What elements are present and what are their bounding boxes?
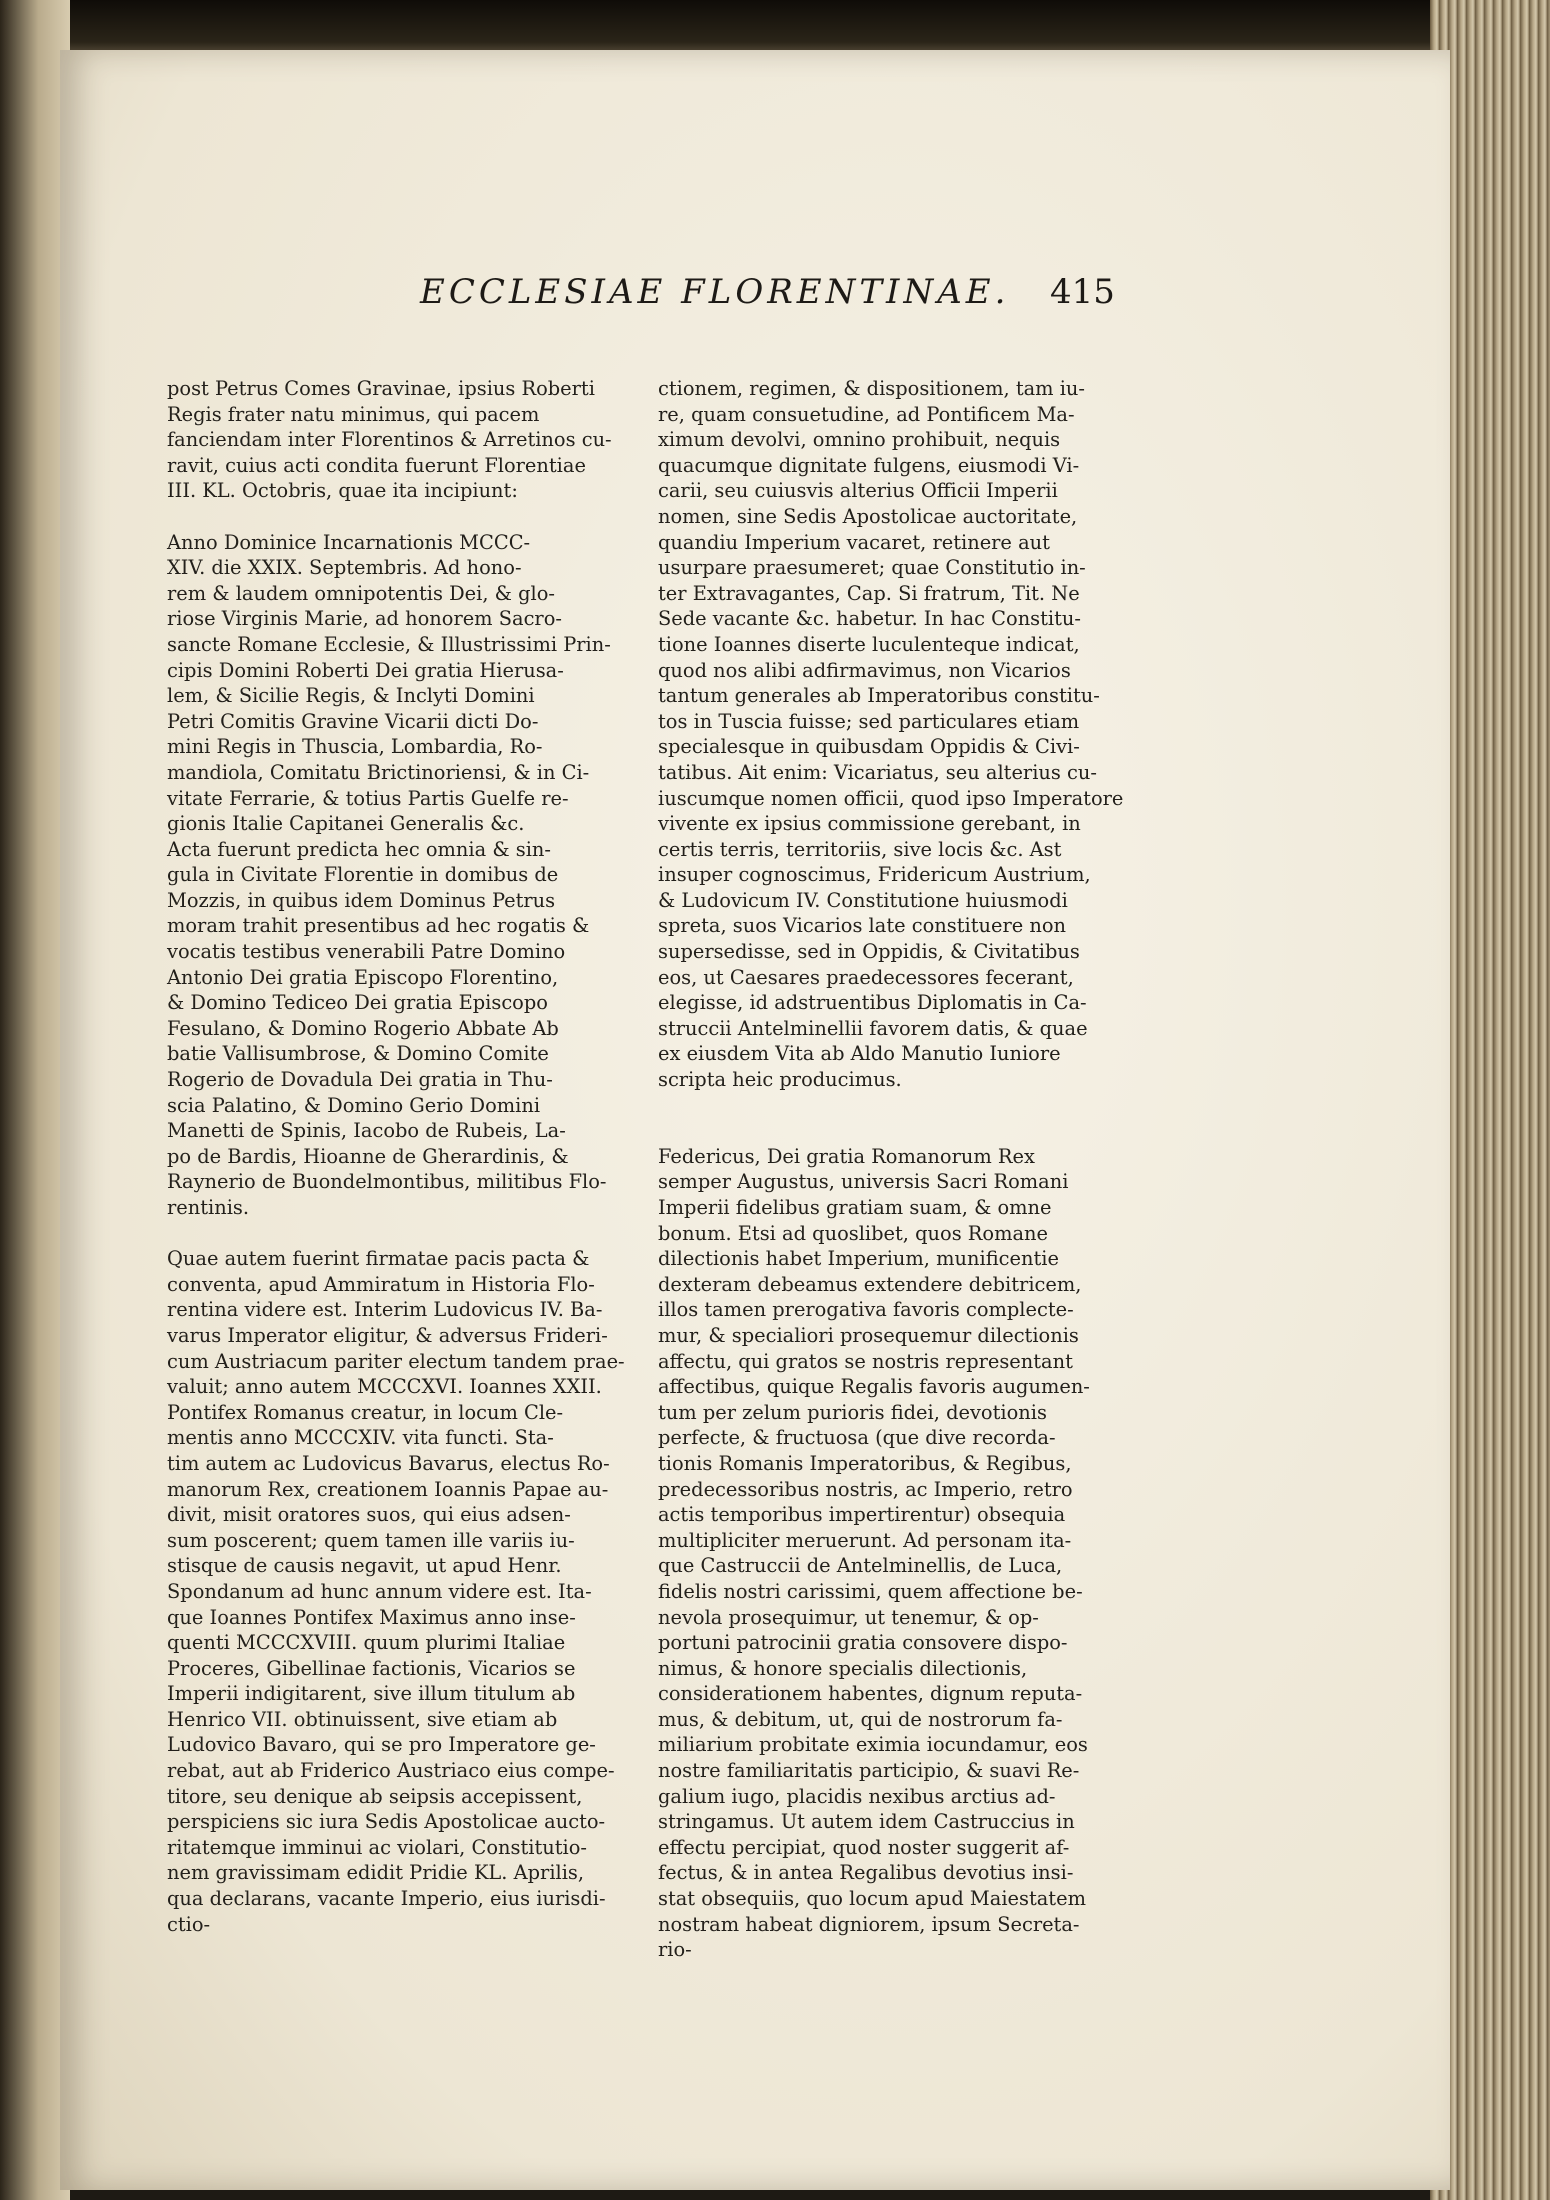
text-line: scripta heic producimus. xyxy=(658,1068,902,1092)
text-line: post Petrus Comes Gravinae, ipsius Roberti xyxy=(167,377,595,400)
text-line: tione Ioannes diserte luculenteque indicat, xyxy=(658,632,1080,656)
text-line: nimus, & honore specialis dilectionis, xyxy=(658,1656,1028,1680)
text-line: Henrico VII. obtinuissent, sive etiam ab xyxy=(167,1707,558,1731)
text-line: XIV. die XXIX. Septembris. Ad hono- xyxy=(167,556,522,580)
text-line: varus Imperator eligitur, & adversus Frideri- xyxy=(167,1323,608,1347)
text-line: riose Virginis Marie, ad honorem Sacro- xyxy=(167,607,562,631)
text-line: fidelis nostri carissimi, quem affectione be- xyxy=(658,1579,1083,1603)
text-line: ximum devolvi, omnino prohibuit, nequis xyxy=(658,428,1061,452)
text-line: stringamus. Ut autem idem Castruccius in xyxy=(658,1810,1075,1834)
text-line: vitate Ferrarie, & totius Partis Guelfe re- xyxy=(167,786,569,810)
text-line: Rogerio de Dovadula Dei gratia in Thu- xyxy=(167,1068,553,1092)
text-line: supersedisse, sed in Oppidis, & Civitatibus xyxy=(658,940,1080,964)
text-line: dexteram debeamus extendere debitricem, xyxy=(658,1272,1082,1296)
text-line: usurpare praesumeret; quae Constitutio in- xyxy=(658,556,1086,580)
text-line: spreta, suos Vicarios late constituere non xyxy=(658,914,1067,938)
text-line: sancte Romane Ecclesie, & Illustrissimi Prin- xyxy=(167,632,611,656)
text-line: ctio- xyxy=(167,1912,211,1936)
text-line: certis terris, territoriis, sive locis &c. Ast xyxy=(658,837,1062,861)
text-line: effectu percipiat, quod noster suggerit af- xyxy=(658,1835,1070,1859)
text-line: Anno Dominice Incarnationis MCCC- xyxy=(167,530,531,554)
text-column-right xyxy=(658,376,1124,1963)
text-line: Petri Comitis Gravine Vicarii dicti Do- xyxy=(167,709,539,733)
text-line: miliarium probitate eximia iocundamur, eos xyxy=(658,1733,1088,1757)
text-line: batie Vallisumbrose, & Domino Comite xyxy=(167,1042,549,1066)
text-line: conventa, apud Ammiratum in Historia Flo- xyxy=(167,1272,595,1296)
text-line: scia Palatino, & Domino Gerio Domini xyxy=(167,1093,541,1117)
text-line: semper Augustus, universis Sacri Romani xyxy=(658,1170,1069,1194)
text-line: divit, misit oratores suos, qui eius adsen- xyxy=(167,1503,571,1527)
text-line: Raynerio de Buondelmontibus, militibus Flo- xyxy=(167,1170,607,1194)
text-line: vivente ex ipsius commissione gerebant, in xyxy=(658,812,1081,836)
text-line: perfecte, & fructuosa (que dive recorda- xyxy=(658,1426,1056,1450)
text-line: fectus, & in antea Regalibus devotius insi- xyxy=(658,1861,1074,1885)
text-line: multipliciter meruerunt. Ad personam ita- xyxy=(658,1528,1072,1552)
text-line: mentis anno MCCCXIV. vita functi. Sta- xyxy=(167,1426,554,1450)
text-line: ritatemque imminui ac violari, Constitutio- xyxy=(167,1835,587,1859)
page-number: 415 xyxy=(1050,272,1115,312)
text-line: rio- xyxy=(658,1938,692,1962)
text-line: nevola prosequimur, ut tenemur, & op- xyxy=(658,1605,1039,1629)
text-line: manorum Rex, creationem Ioannis Papae au- xyxy=(167,1477,609,1501)
text-line: eos, ut Caesares praedecessores fecerant, xyxy=(658,965,1074,989)
text-line: tantum generales ab Imperatoribus constitu- xyxy=(658,684,1100,708)
text-line: elegisse, id adstruentibus Diplomatis in Ca- xyxy=(658,991,1087,1015)
text-line: quod nos alibi adfirmavimus, non Vicarios xyxy=(658,658,1071,682)
text-line: nostram habeat digniorem, ipsum Secreta- xyxy=(658,1912,1080,1936)
text-line: Imperii fidelibus gratiam suam, & omne xyxy=(658,1196,1052,1219)
text-line: moram trahit presentibus ad hec rogatis & xyxy=(167,914,590,938)
text-line: Proceres, Gibellinae factionis, Vicarios se xyxy=(167,1656,576,1680)
text-line: Spondanum ad hunc annum videre est. Ita- xyxy=(167,1579,592,1603)
text-line: Mozzis, in quibus idem Dominus Petrus xyxy=(167,888,556,912)
text-line: fanciendam inter Florentinos & Arretinos cu- xyxy=(167,428,612,452)
text-line: valuit; anno autem MCCCXVI. Ioannes XXII. xyxy=(167,1375,602,1399)
text-line: Antonio Dei gratia Episcopo Florentino, xyxy=(167,965,559,989)
text-line: predecessoribus nostris, ac Imperio, retro xyxy=(658,1477,1073,1501)
text-line: po de Bardis, Hioanne de Gherardinis, & xyxy=(167,1144,569,1168)
text-line: vocatis testibus venerabili Patre Domino xyxy=(167,940,566,964)
text-line: mini Regis in Thuscia, Lombardia, Ro- xyxy=(167,735,543,759)
text-line: quacumque dignitate fulgens, eiusmodi Vi- xyxy=(658,453,1080,477)
text-line: nem gravissimam edidit Pridie KL. Aprilis, xyxy=(167,1861,585,1885)
text-line: & Domino Tediceo Dei gratia Episcopo xyxy=(167,991,548,1015)
text-line: ter Extravagantes, Cap. Si fratrum, Tit. Ne xyxy=(658,581,1080,605)
text-line: nomen, sine Sedis Apostolicae auctoritate, xyxy=(658,504,1078,528)
page-header xyxy=(360,272,1160,332)
text-line: Acta fuerunt predicta hec omnia & sin- xyxy=(167,837,551,861)
text-line: que Castruccii de Antelminellis, de Luca, xyxy=(658,1554,1063,1578)
paragraph-gap xyxy=(167,1221,682,1247)
text-line: actis temporibus impertirentur) obsequia xyxy=(658,1503,1066,1527)
text-line: tatibus. Ait enim: Vicariatus, seu alterius cu- xyxy=(658,760,1097,784)
text-line: portuni patrocinii gratia consovere dispo- xyxy=(658,1631,1068,1655)
text-line: quenti MCCCXVIII. quum plurimi Italiae xyxy=(167,1631,566,1655)
text-line: specialesque in quibusdam Oppidis & Civi- xyxy=(658,735,1080,759)
text-line: re, quam consuetudine, ad Pontificem Ma- xyxy=(658,402,1075,426)
text-line: stisque de causis negavit, ut apud Henr. xyxy=(167,1554,562,1578)
text-line: rebat, aut ab Friderico Austriaco eius compe- xyxy=(167,1759,615,1783)
text-line: rentinis. xyxy=(167,1196,250,1219)
text-line: ctionem, regimen, & dispositionem, tam iu- xyxy=(658,377,1085,400)
text-line: titore, seu denique ab seipsis accepissent, xyxy=(167,1784,583,1808)
text-line: dilectionis habet Imperium, munificentie xyxy=(658,1247,1059,1271)
text-line: gula in Civitate Florentie in domibus de xyxy=(167,863,559,887)
text-line: qua declarans, vacante Imperio, eius iurisdi- xyxy=(167,1887,606,1911)
text-line: III. KL. Octobris, quae ita incipiunt: xyxy=(167,479,518,503)
paragraph-gap xyxy=(658,1093,1103,1119)
text-line: rentina videre est. Interim Ludovicus IV. Ba- xyxy=(167,1298,603,1322)
text-line: & Ludovicum IV. Constitutione huiusmodi xyxy=(658,888,1068,912)
text-line: struccii Antelminellii favorem datis, & quae xyxy=(658,1016,1088,1040)
text-line: quandiu Imperium vacaret, retinere aut xyxy=(658,530,1050,554)
text-line: tionis Romanis Imperatoribus, & Regibus, xyxy=(658,1451,1072,1475)
text-line: Fesulano, & Domino Rogerio Abbate Ab xyxy=(167,1016,559,1040)
text-line: Regis frater natu minimus, qui pacem xyxy=(167,402,540,426)
text-line: Federicus, Dei gratia Romanorum Rex xyxy=(658,1144,1035,1168)
text-line: affectu, qui gratos se nostris representant xyxy=(658,1349,1073,1373)
text-line: Pontifex Romanus creatur, in locum Cle- xyxy=(167,1400,564,1424)
text-line: nostre familiaritatis participio, & suavi Re- xyxy=(658,1759,1080,1783)
text-line: mandiola, Comitatu Brictinoriensi, & in Ci- xyxy=(167,760,590,784)
text-line: perspiciens sic iura Sedis Apostolicae aucto- xyxy=(167,1810,606,1834)
text-line: lem, & Sicilie Regis, & Inclyti Domini xyxy=(167,684,535,708)
text-line: ravit, cuius acti condita fuerunt Florentiae xyxy=(167,453,586,477)
text-line: carii, seu cuiusvis alterius Officii Imperii xyxy=(658,479,1058,503)
text-line: affectibus, quique Regalis favoris augumen- xyxy=(658,1375,1090,1399)
paragraph-gap xyxy=(167,504,682,530)
text-line: mur, & specialiori prosequemur dilectionis xyxy=(658,1323,1079,1347)
text-line: cipis Domini Roberti Dei gratia Hierusa- xyxy=(167,658,564,682)
paragraph-gap xyxy=(658,1118,1103,1144)
book-page xyxy=(60,50,1450,2190)
text-line: sum poscerent; quem tamen ille variis iu- xyxy=(167,1528,575,1552)
text-line: tos in Tuscia fuisse; sed particulares etiam xyxy=(658,709,1080,733)
text-line: stat obsequiis, quo locum apud Maiestatem xyxy=(658,1887,1086,1911)
text-line: illos tamen prerogativa favoris complecte- xyxy=(658,1298,1074,1322)
text-line: ex eiusdem Vita ab Aldo Manutio Iuniore xyxy=(658,1042,1061,1066)
text-column-left xyxy=(167,376,682,1937)
text-line: mus, & debitum, ut, qui de nostrorum fa- xyxy=(658,1707,1063,1731)
text-line: iuscumque nomen officii, quod ipso Imperatore xyxy=(658,786,1124,810)
text-line: que Ioannes Pontifex Maximus anno inse- xyxy=(167,1605,576,1629)
text-line: Imperii indigitarent, sive illum titulum ab xyxy=(167,1682,576,1706)
text-line: tim autem ac Ludovicus Bavarus, electus Ro- xyxy=(167,1451,610,1475)
text-line: Quae autem fuerint firmatae pacis pacta & xyxy=(167,1247,590,1271)
text-line: bonum. Etsi ad quoslibet, quos Romane xyxy=(658,1221,1048,1245)
text-line: insuper cognoscimus, Fridericum Austrium, xyxy=(658,863,1091,887)
text-line: rem & laudem omnipotentis Dei, & glo- xyxy=(167,581,555,605)
text-line: cum Austriacum pariter electum tandem prae- xyxy=(167,1349,625,1373)
running-title: ECCLESIAE FLORENTINAE. xyxy=(420,272,1010,312)
text-line: galium iugo, placidis nexibus arctius ad- xyxy=(658,1784,1056,1808)
text-line: considerationem habentes, dignum reputa- xyxy=(658,1682,1083,1706)
text-line: Sede vacante &c. habetur. In hac Constitu- xyxy=(658,607,1081,631)
text-line: tum per zelum purioris fidei, devotionis xyxy=(658,1400,1047,1424)
text-line: Ludovico Bavaro, qui se pro Imperatore ge- xyxy=(167,1733,596,1757)
text-line: gionis Italie Capitanei Generalis &c. xyxy=(167,812,525,836)
text-line: Manetti de Spinis, Iacobo de Rubeis, La- xyxy=(167,1119,566,1143)
